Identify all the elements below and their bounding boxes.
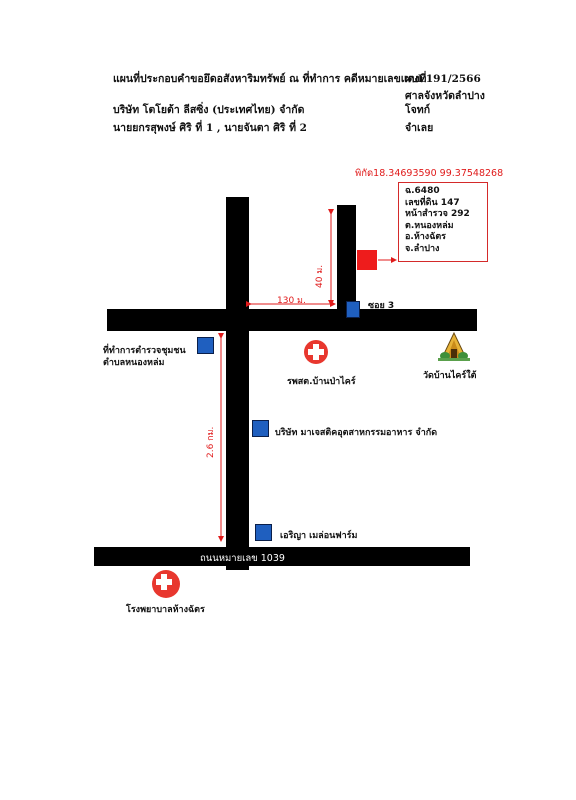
farm-marker: [255, 524, 272, 541]
subdistrict: ต.หนองหล่ม: [405, 220, 454, 231]
defendant-role: จำเลย: [405, 122, 434, 134]
soi3-marker: [346, 301, 360, 318]
farm-label: เอริญา เมล่อนฟาร์ม: [280, 531, 358, 541]
police-station-marker: [197, 337, 214, 354]
land-number: เลขที่ดิน 147: [405, 197, 460, 208]
gps-coordinates: พิกัด18.34693590 99.37548268: [355, 168, 504, 179]
soi3-label: ซอย 3: [368, 301, 395, 311]
distance-130m-label: 130 ม.: [277, 296, 306, 306]
company-marker: [252, 420, 269, 437]
document-title: แผนที่ประกอบคำขอยึดอสังหาริมทรัพย์ ณ ที่ทำการ คดีหมายเลขแดงที่: [113, 73, 427, 85]
distance-40m-label: 40 ม.: [315, 264, 325, 288]
hospital-cross-icon: [152, 570, 180, 598]
defendant-names: นายยกรสุพงษ์ ศิริ ที่ 1 , นายจันตา ศิริ ที่ 2: [113, 122, 307, 134]
plaintiff-role: โจทก์: [405, 104, 431, 116]
plaintiff-name: บริษัท โตโยต้า ลีสซิ่ง (ประเทศไทย) จำกัด: [113, 104, 305, 116]
survey-page: หน้าสำรวจ 292: [405, 209, 470, 219]
highway-label: ถนนหมายเลข 1039: [200, 553, 285, 564]
health-center-label: รพสต.บ้านป่าไคร์: [287, 377, 356, 387]
temple-label: วัดบ้านไคร์ใต้: [423, 371, 477, 381]
province: จ.ลำปาง: [405, 243, 440, 254]
distance-26km-label: 2.6 กม.: [206, 426, 216, 458]
police-label-line1: ที่ทำการตำรวจชุมชน: [103, 346, 186, 356]
deed-number: ฉ.6480: [405, 186, 440, 196]
case-number: ผบE191/2566: [405, 73, 481, 85]
hospital-label: โรงพยาบาลห้างฉัตร: [126, 605, 205, 615]
court-name: ศาลจังหวัดลำปาง: [405, 90, 485, 102]
hospital-cross-icon: [304, 340, 328, 364]
company-label: บริษัท มาเจสติคอุตสาหกรรมอาหาร จำกัด: [275, 428, 438, 438]
temple-icon: [434, 331, 474, 363]
district: อ.ห้างฉัตร: [405, 232, 447, 242]
police-label-line2: ตำบลหนองหล่ม: [103, 358, 165, 368]
